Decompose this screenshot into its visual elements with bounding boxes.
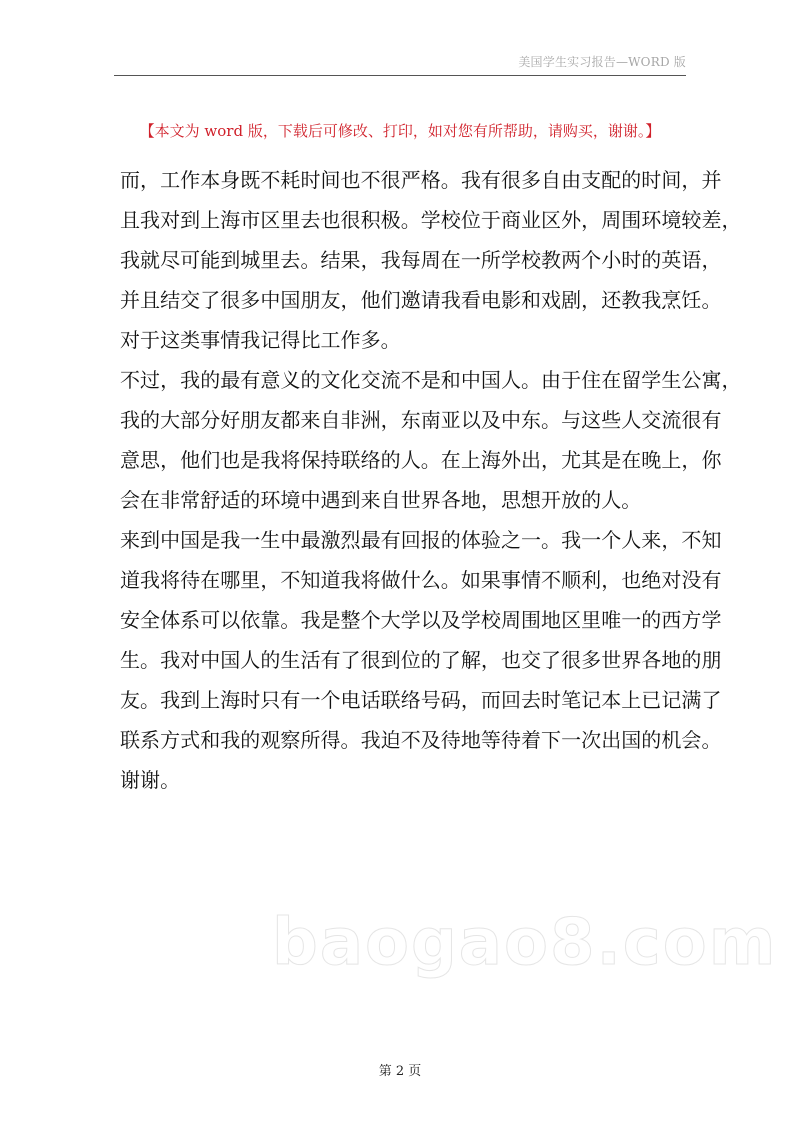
body-line: 友。我到上海时只有一个电话联络号码，而回去时笔记本上已记满了 [120, 688, 722, 712]
body-line: 道我将待在哪里，不知道我将做什么。如果事情不顺利，也绝对没有 [120, 568, 722, 592]
body-line: 我就尽可能到城里去。结果，我每周在一所学校教两个小时的英语， [120, 248, 722, 272]
header-divider [114, 75, 686, 76]
body-line: 我的大部分好朋友都来自非洲，东南亚以及中东。与这些人交流很有 [120, 408, 722, 432]
body-line: 并且结交了很多中国朋友，他们邀请我看电影和戏剧，还教我烹饪。 [120, 288, 722, 312]
body-line: 不过，我的最有意义的文化交流不是和中国人。由于住在留学生公寓， [120, 368, 742, 392]
body-line: 且我对到上海市区里去也很积极。学校位于商业区外，周围环境较差， [120, 208, 742, 232]
page-number: 第 2 页 [378, 1064, 422, 1079]
document-header-title: 美国学生实习报告—WORD 版 [518, 55, 686, 69]
body-line: 会在非常舒适的环境中遇到来自世界各地，思想开放的人。 [120, 488, 642, 512]
body-line: 而，工作本身既不耗时间也不很严格。我有很多自由支配的时间，并 [120, 168, 722, 192]
purchase-notice: 【本文为 word 版，下载后可修改、打印，如对您有所帮助，请购买，谢谢。】 [139, 122, 661, 140]
body-line: 生。我对中国人的生活有了很到位的了解，也交了很多世界各地的朋 [120, 648, 722, 672]
body-line: 意思，他们也是我将保持联络的人。在上海外出，尤其是在晚上，你 [120, 448, 722, 472]
body-line: 来到中国是我一生中最激烈最有回报的体验之一。我一个人来，不知 [120, 528, 722, 552]
body-line: 安全体系可以依靠。我是整个大学以及学校周围地区里唯一的西方学 [120, 608, 722, 632]
body-line: 联系方式和我的观察所得。我迫不及待地等待着下一次出国的机会。 [120, 728, 722, 752]
body-line: 谢谢。 [120, 768, 181, 792]
site-watermark: baogao8.com [272, 906, 778, 980]
document-body [120, 160, 742, 800]
body-line: 对于这类事情我记得比工作多。 [120, 328, 401, 352]
